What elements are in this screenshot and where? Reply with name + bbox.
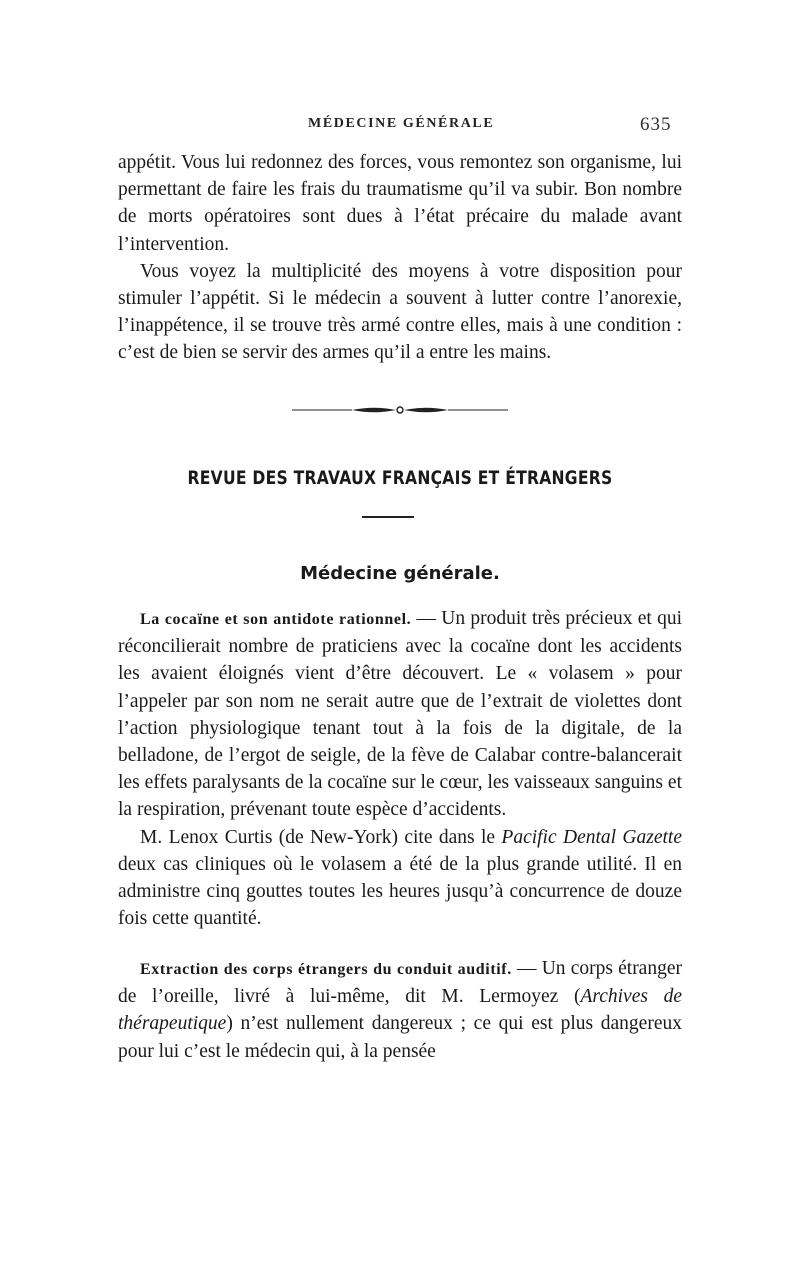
article-extraction-paragraph	[118, 955, 682, 1065]
page-number: 635	[640, 114, 672, 135]
article-cocaine-paragraph-2	[118, 824, 682, 933]
article-cocaine-body-2b: deux cas cliniques où le volasem a été de la plus grande utilité. Il en administre cinq gouttes toutes les heures jusqu’à concurrence de douze fois cette quantité.	[118, 853, 682, 930]
article-cocaine	[118, 605, 682, 932]
section-heading: REVUE DES TRAVAUX FRANÇAIS ET ÉTRANGERS	[187, 467, 613, 489]
running-title: MÉDECINE GÉNÉRALE	[308, 116, 495, 131]
article-cocaine-paragraph-1	[118, 605, 682, 824]
continued-text	[118, 149, 682, 367]
running-head	[0, 116, 800, 140]
article-extraction-body-a: — Un corps étranger de l’oreille, livré à lui-même, dit M. Lermoyez (	[118, 958, 682, 1008]
paragraph-appetit: appétit. Vous lui redonnez des forces, vous remontez son organisme, lui permettant de faire les frais du traumatisme qu’il va subir. Bon nombre de morts opératoires sont dues à l’état précaire du malade avant l’intervention.	[118, 152, 682, 255]
article-cocaine-body-1: — Un produit très précieux et qui réconcilierait nombre de praticiens avec la cocaïne dont les accidents les avaient éloignés vient d’être découvert. Le « volasem » pour l’appeler par son nom ne serait autre que de l’extrait de violettes dont l’action physiologique tenant tout à la fois de la digitale, de la belladone, de l’ergot de seigle, de la fève de Calabar contre-balancerait les effets paralysants de la cocaïne sur le cœur, les vaisseaux sanguins et la respiration, prévenant toute espèce d’accidents.	[118, 608, 682, 821]
section-divider-ornament	[292, 403, 508, 417]
heading-rule	[362, 516, 414, 518]
paragraph-multiplicite: Vous voyez la multiplicité des moyens à votre disposition pour stimuler l’appétit. Si le médecin a souvent à lutter contre l’anorexie, l’inappétence, il se trouve très armé contre elles, mais à une condition : c’est de bien se servir des armes qu’il a entre les mains.	[118, 260, 682, 364]
journal-title-archives: Archives de thérapeutique	[118, 986, 682, 1035]
article-extraction-title: Extraction des corps étrangers du conduit auditif.	[140, 961, 512, 978]
subsection-heading: Médecine générale.	[300, 563, 500, 584]
article-cocaine-title: La cocaïne et son antidote rationnel.	[140, 611, 412, 628]
article-extraction	[118, 955, 682, 1065]
article-cocaine-body-2a: M. Lenox Curtis (de New-York) cite dans le	[140, 826, 502, 848]
article-extraction-body-b: ) n’est nullement dangereux ; ce qui est plus dangereux pour lui c’est le médecin qui, à la pensée	[118, 1013, 682, 1062]
journal-title-pacific: Pacific Dental Gazette	[501, 826, 682, 848]
